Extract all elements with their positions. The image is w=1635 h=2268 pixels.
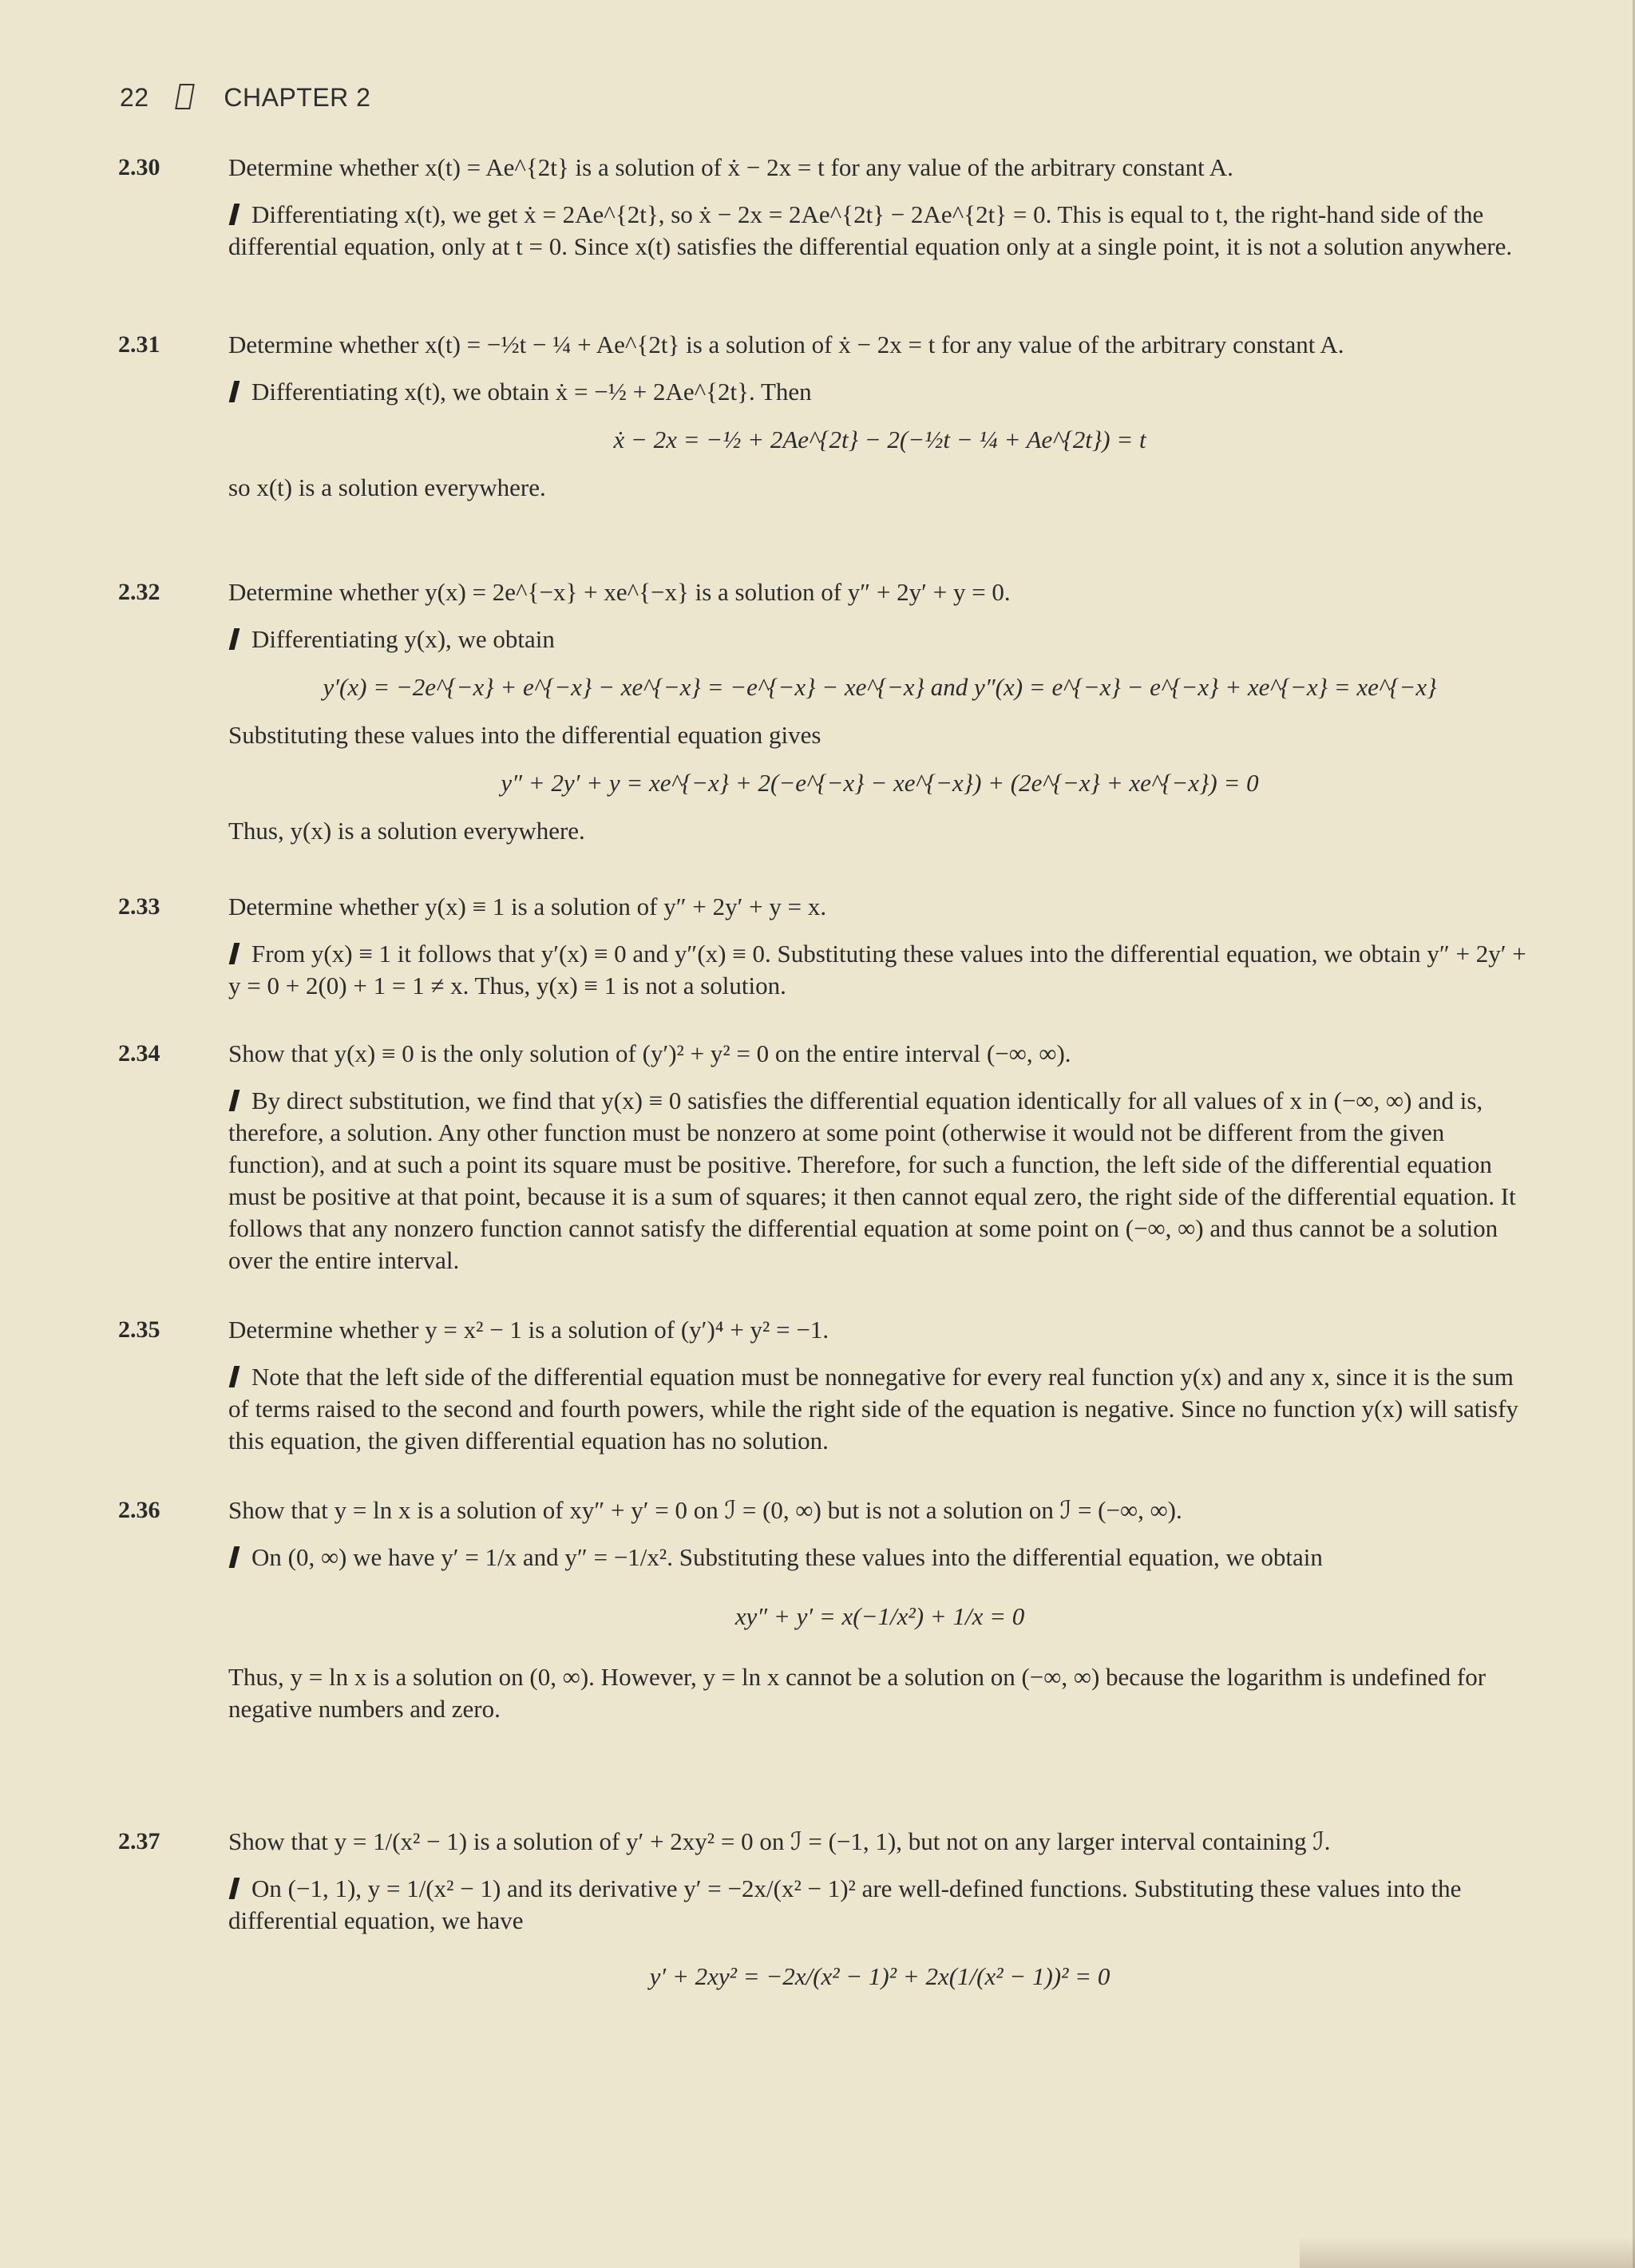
solution-text: Differentiating x(t), we get ẋ = 2Ae^{2t}, so ẋ − 2x = 2Ae^{2t} − 2Ae^{2t} = 0. This is equal to t, the right-hand side of the differential equation, only at t = 0. Since x(t) satisfies the differential equation only at a single point, it is not a solution anywhere. [228,200,1513,260]
chapter-title: CHAPTER 2 [224,83,371,112]
solution-marker-icon [229,1366,240,1387]
problem-2-32 [118,576,1531,847]
problem-question: Show that y = ln x is a solution of xy″ + y′ = 0 on ℐ = (0, ∞) but is not a solution on ℐ = (−∞, ∞). [228,1496,1182,1524]
solution-text: From y(x) ≡ 1 it follows that y′(x) ≡ 0 and y″(x) ≡ 0. Substituting these values into the differential equation, we obtain y″ + 2y′ + y = 0 + 2(0) + 1 = 1 ≠ x. Thus, y(x) ≡ 1 is not a solution. [228,940,1526,999]
solution-marker-icon [229,1878,240,1899]
problem-2-36 [118,1494,1531,1725]
intermediate-text: Substituting these values into the differential equation gives [228,721,821,749]
problem-number: 2.35 [118,1316,160,1343]
problem-solution [228,1361,1531,1457]
solution-marker-icon [229,943,240,964]
problem-number: 2.36 [118,1497,160,1523]
display-equation-2: y″ + 2y′ + y = xe^{−x} + 2(−e^{−x} − xe^{−x}) + (2e^{−x} + xe^{−x}) = 0 [501,769,1259,797]
problem-2-30 [118,152,1531,263]
solution-text: Differentiating y(x), we obtain [251,625,555,653]
problem-2-31 [118,329,1531,504]
problem-2-34 [118,1038,1531,1276]
conclusion-text: Thus, y = ln x is a solution on (0, ∞). However, y = ln x cannot be a solution on (−∞, ∞) because the logarithm is undefined for negative numbers and zero. [228,1663,1487,1723]
problem-question: Determine whether y(x) ≡ 1 is a solution of y″ + 2y′ + y = x. [228,893,827,920]
solution-marker-icon [229,204,240,225]
problem-question: Determine whether y(x) = 2e^{−x} + xe^{−x} is a solution of y″ + 2y′ + y = 0. [228,578,1011,606]
solution-text: By direct substitution, we find that y(x) ≡ 0 satisfies the differential equation identically for all values of x in (−∞, ∞) and is, therefore, a solution. Any other function must be nonzero at some point (otherwise it would not be different from the given function), and at such a point its square must be positive. Therefore, for such a function, the left side of the differential equation must be positive at that point, because it is a sum of squares; it then cannot equal zero, the right side of the differential equation. It follows that any nonzero function cannot satisfy the differential equation at some point on (−∞, ∞) and thus cannot be a solution over the entire interval. [228,1087,1516,1274]
page-header [120,83,370,113]
problem-2-35 [118,1314,1531,1457]
problem-solution [228,1085,1531,1276]
problem-question: Determine whether x(t) = −½t − ¼ + Ae^{2t} is a solution of ẋ − 2x = t for any value of the arbitrary constant A. [228,331,1344,358]
solution-marker-icon [229,628,240,650]
problem-question: Show that y(x) ≡ 0 is the only solution of (y′)² + y² = 0 on the entire interval (−∞, ∞). [228,1039,1071,1067]
display-equation: ẋ − 2x = −½ + 2Ae^{2t} − 2(−½t − ¼ + Ae^{2t}) = t [613,425,1146,453]
problem-number: 2.32 [118,579,160,605]
problem-number: 2.31 [118,331,160,358]
problem-2-37 [118,1826,1531,1993]
solution-text: Differentiating x(t), we obtain ẋ = −½ + 2Ae^{2t}. Then [251,378,812,406]
problem-solution [228,376,1531,408]
solution-text: On (0, ∞) we have y′ = 1/x and y″ = −1/x². Substituting these values into the differential equation, we obtain [251,1543,1323,1571]
problem-number: 2.34 [118,1040,160,1067]
box-glyph-icon [175,84,195,109]
display-equation: y′(x) = −2e^{−x} + e^{−x} − xe^{−x} = −e^{−x} − xe^{−x} and y″(x) = e^{−x} − e^{−x} + xe^{−x} = xe^{−x} [323,673,1437,701]
problem-2-33 [118,891,1531,1002]
solution-marker-icon [229,1546,240,1568]
conclusion-text: Thus, y(x) is a solution everywhere. [228,817,585,845]
problem-number: 2.30 [118,154,160,180]
problem-solution [228,1542,1531,1573]
problem-question: Show that y = 1/(x² − 1) is a solution of y′ + 2xy² = 0 on ℐ = (−1, 1), but not on any larger interval containing ℐ. [228,1827,1331,1855]
conclusion-text: so x(t) is a solution everywhere. [228,473,546,501]
problem-number: 2.33 [118,893,160,920]
display-equation: y′ + 2xy² = −2x/(x² − 1)² + 2x(1/(x² − 1))² = 0 [649,1962,1110,1990]
problem-solution [228,199,1531,263]
problem-number: 2.37 [118,1828,160,1854]
solution-marker-icon [229,381,240,402]
problem-solution [228,1873,1531,1937]
problem-question: Determine whether x(t) = Ae^{2t} is a solution of ẋ − 2x = t for any value of the arbitrary constant A. [228,153,1233,181]
solution-text: Note that the left side of the differential equation must be nonnegative for every real function y(x) and any x, since it is the sum of terms raised to the second and fourth powers, while the right side of the equation is negative. Since no function y(x) will satisfy this equation, the given differential equation has no solution. [228,1363,1518,1455]
problem-question: Determine whether y = x² − 1 is a solution of (y′)⁴ + y² = −1. [228,1316,829,1344]
page-shadow [1300,2236,1635,2268]
solution-marker-icon [229,1090,240,1111]
problem-solution [228,938,1531,1002]
solution-text: On (−1, 1), y = 1/(x² − 1) and its derivative y′ = −2x/(x² − 1)² are well-defined functions. Substituting these values into the differential equation, we have [228,1874,1462,1934]
problem-solution [228,623,1531,655]
display-equation: xy″ + y′ = x(−1/x²) + 1/x = 0 [734,1602,1025,1630]
page-number: 22 [120,83,149,112]
